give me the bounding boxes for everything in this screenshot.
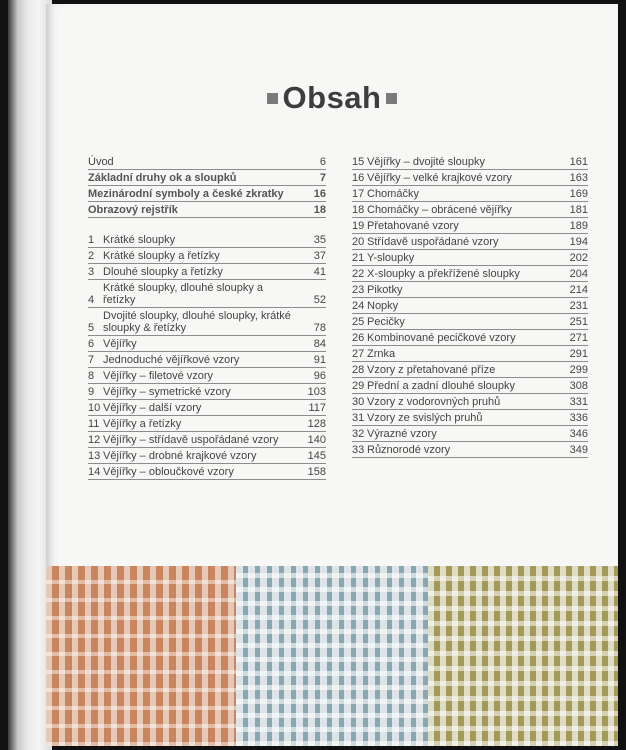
toc-chapter-number: 18 bbox=[352, 204, 365, 216]
toc-entry-title: Zrnka bbox=[367, 348, 396, 360]
toc-page-number: 18 bbox=[313, 204, 326, 216]
toc-page-number: 231 bbox=[569, 300, 588, 312]
toc-row bbox=[352, 362, 588, 378]
toc-page-number: 202 bbox=[569, 252, 588, 264]
toc-entry-title: Střídavě uspořádané vzory bbox=[367, 236, 499, 248]
toc-row bbox=[88, 352, 326, 368]
toc-row bbox=[352, 250, 588, 266]
toc-row bbox=[352, 202, 588, 218]
toc-page-number: 204 bbox=[569, 268, 588, 280]
toc-page-number: 37 bbox=[313, 250, 326, 262]
toc-entry-title: Vzory z přetahované příze bbox=[367, 364, 496, 376]
toc-chapter-number: 11 bbox=[88, 418, 100, 430]
crochet-swatch-blue bbox=[236, 566, 428, 746]
toc-entry-title: Kombinované pecičkové vzory bbox=[367, 332, 516, 344]
toc-left-column bbox=[88, 154, 326, 480]
toc-entry-title: Dvojité sloupky, dlouhé sloupky, krátké sloupky & řetízky bbox=[103, 310, 291, 334]
toc-page-number: 41 bbox=[313, 266, 326, 278]
toc-entry-title: Chomáčky – obrácené vějířky bbox=[367, 204, 512, 216]
toc-row bbox=[88, 232, 326, 248]
toc-page-number: 78 bbox=[313, 322, 326, 334]
toc-entry-title: Vějířky bbox=[103, 338, 137, 350]
crochet-photo-strip bbox=[46, 566, 618, 746]
toc-entry-title: Výrazné vzory bbox=[367, 428, 437, 440]
toc-chapter-number: 21 bbox=[352, 252, 365, 264]
toc-chapter-number: 3 bbox=[88, 266, 95, 278]
toc-row bbox=[88, 336, 326, 352]
toc-page-number: 331 bbox=[569, 396, 588, 408]
toc-page-number: 35 bbox=[313, 234, 326, 246]
title-text: Obsah bbox=[282, 80, 382, 115]
toc-entry-title: Základní druhy ok a sloupků bbox=[88, 172, 237, 184]
toc-page-number: 91 bbox=[313, 354, 326, 366]
toc-row bbox=[352, 266, 588, 282]
toc-row bbox=[88, 416, 326, 432]
toc-chapter-number: 24 bbox=[352, 300, 365, 312]
toc-row bbox=[352, 346, 588, 362]
book-page bbox=[46, 4, 618, 746]
toc-row bbox=[352, 234, 588, 250]
toc-chapter-number: 33 bbox=[352, 444, 365, 456]
toc-chapter-number: 1 bbox=[88, 234, 95, 246]
toc-page-number: 308 bbox=[569, 380, 588, 392]
toc-chapter-number: 31 bbox=[352, 412, 365, 424]
toc-entry-title: Vějířky – dvojité sloupky bbox=[367, 156, 485, 168]
toc-page-number: 163 bbox=[569, 172, 588, 184]
toc-chapter-number: 16 bbox=[352, 172, 365, 184]
toc-entry-title: Jednoduché vějířkové vzory bbox=[103, 354, 240, 366]
toc-chapter-number: 22 bbox=[352, 268, 365, 280]
toc-page-number: 346 bbox=[569, 428, 588, 440]
toc-entry-title: Vějířky – velké krajkové vzory bbox=[367, 172, 512, 184]
toc-row bbox=[352, 218, 588, 234]
toc-entry-title: Vějířky – další vzory bbox=[103, 402, 202, 414]
toc-chapter-list bbox=[352, 154, 588, 458]
page-title bbox=[46, 80, 618, 116]
toc-chapter-number: 20 bbox=[352, 236, 365, 248]
toc-row bbox=[352, 442, 588, 458]
toc-page-number: 145 bbox=[307, 450, 326, 462]
toc-row bbox=[352, 314, 588, 330]
toc-row bbox=[88, 464, 326, 480]
toc-spacer bbox=[88, 218, 326, 232]
toc-row bbox=[352, 410, 588, 426]
toc-entry-title: Úvod bbox=[88, 156, 114, 168]
toc-page-number: 16 bbox=[313, 188, 326, 200]
toc-chapter-number: 25 bbox=[352, 316, 365, 328]
toc-page-number: 181 bbox=[569, 204, 588, 216]
title-square-icon bbox=[386, 93, 397, 104]
toc-entry-title: Mezinárodní symboly a české zkratky bbox=[88, 188, 284, 200]
toc-entry-title: Nopky bbox=[367, 300, 399, 312]
toc-page-number: 271 bbox=[569, 332, 588, 344]
toc-row bbox=[88, 248, 326, 264]
toc-chapter-number: 2 bbox=[88, 250, 95, 262]
toc-entry-title: Krátké sloupky, dlouhé sloupky a řetízky bbox=[103, 282, 263, 306]
toc-chapter-number: 7 bbox=[88, 354, 95, 366]
toc-chapter-number: 28 bbox=[352, 364, 365, 376]
toc-entry-title: Různorodé vzory bbox=[367, 444, 451, 456]
toc-page-number: 189 bbox=[569, 220, 588, 232]
toc-row bbox=[352, 170, 588, 186]
toc-page-number: 103 bbox=[307, 386, 326, 398]
toc-intro-list bbox=[88, 154, 326, 218]
toc-entry-title: Pecičky bbox=[367, 316, 405, 328]
toc-chapter-number: 13 bbox=[88, 450, 101, 462]
toc-row bbox=[352, 330, 588, 346]
toc-chapter-number: 17 bbox=[352, 188, 365, 200]
toc-page-number: 161 bbox=[569, 156, 588, 168]
toc-row bbox=[88, 448, 326, 464]
toc-row bbox=[88, 186, 326, 202]
toc-chapter-number: 26 bbox=[352, 332, 365, 344]
toc-entry-title: Vějířky – symetrické vzory bbox=[103, 386, 231, 398]
toc-entry-title: Krátké sloupky bbox=[103, 234, 176, 246]
toc-row bbox=[88, 308, 326, 336]
toc-entry-title: Obrazový rejstřík bbox=[88, 204, 178, 216]
toc-page-number: 349 bbox=[569, 444, 588, 456]
toc-row bbox=[352, 154, 588, 170]
toc-entry-title: Přední a zadní dlouhé sloupky bbox=[367, 380, 515, 392]
toc-page-number: 117 bbox=[308, 402, 326, 414]
title-square-icon bbox=[267, 93, 278, 104]
toc-page-number: 169 bbox=[569, 188, 588, 200]
toc-chapter-number: 30 bbox=[352, 396, 365, 408]
crochet-swatch-olive bbox=[428, 566, 618, 746]
toc-entry-title: Dlouhé sloupky a řetízky bbox=[103, 266, 223, 278]
toc-page-number: 194 bbox=[569, 236, 588, 248]
toc-chapter-number: 32 bbox=[352, 428, 365, 440]
toc-row bbox=[88, 400, 326, 416]
toc-chapter-number: 23 bbox=[352, 284, 365, 296]
toc-row bbox=[88, 154, 326, 170]
toc-chapter-list bbox=[88, 232, 326, 480]
toc-row bbox=[88, 264, 326, 280]
toc-page-number: 140 bbox=[307, 434, 326, 446]
toc-entry-title: Vzory ze svislých pruhů bbox=[367, 412, 483, 424]
toc-row bbox=[352, 282, 588, 298]
toc-entry-title: Vějířky – filetové vzory bbox=[103, 370, 214, 382]
toc-page-number: 96 bbox=[313, 370, 326, 382]
toc-row bbox=[352, 186, 588, 202]
toc-chapter-number: 14 bbox=[88, 466, 101, 478]
toc-chapter-number: 12 bbox=[88, 434, 101, 446]
toc-page-number: 291 bbox=[569, 348, 588, 360]
toc-entry-title: Přetahované vzory bbox=[367, 220, 459, 232]
toc-row bbox=[88, 170, 326, 186]
crochet-swatch-orange bbox=[46, 566, 236, 746]
toc-entry-title: Chomáčky bbox=[367, 188, 419, 200]
toc-chapter-number: 27 bbox=[352, 348, 365, 360]
toc-row bbox=[352, 378, 588, 394]
toc-chapter-number: 29 bbox=[352, 380, 365, 392]
toc-page-number: 299 bbox=[569, 364, 588, 376]
toc-entry-title: Vějířky – drobné krajkové vzory bbox=[103, 450, 257, 462]
toc-entry-title: Vějířky – střídavě uspořádané vzory bbox=[103, 434, 279, 446]
toc-row bbox=[88, 432, 326, 448]
toc-chapter-number: 9 bbox=[88, 386, 95, 398]
toc-entry-title: Y-sloupky bbox=[367, 252, 415, 264]
toc-row bbox=[352, 298, 588, 314]
toc-chapter-number: 6 bbox=[88, 338, 95, 350]
toc-entry-title: Vzory z vodorovných pruhů bbox=[367, 396, 501, 408]
toc-page-number: 128 bbox=[307, 418, 326, 430]
toc-page-number: 52 bbox=[313, 294, 326, 306]
toc-row bbox=[88, 202, 326, 218]
toc-chapter-number: 15 bbox=[352, 156, 365, 168]
toc-chapter-number: 8 bbox=[88, 370, 95, 382]
toc-entry-title: Krátké sloupky a řetízky bbox=[103, 250, 220, 262]
toc-page-number: 6 bbox=[319, 156, 326, 168]
toc-entry-title: Vějířky – obloučkové vzory bbox=[103, 466, 234, 478]
toc-row bbox=[88, 384, 326, 400]
toc-entry-title: X-sloupky a překřížené sloupky bbox=[367, 268, 520, 280]
toc-page-number: 336 bbox=[569, 412, 588, 424]
toc-page-number: 251 bbox=[569, 316, 588, 328]
toc-right-column bbox=[352, 154, 588, 458]
toc-chapter-number: 4 bbox=[88, 294, 95, 306]
toc-entry-title: Pikotky bbox=[367, 284, 403, 296]
toc-row bbox=[352, 394, 588, 410]
toc-page-number: 158 bbox=[307, 466, 326, 478]
toc-page-number: 214 bbox=[569, 284, 588, 296]
toc-page-number: 84 bbox=[313, 338, 326, 350]
toc-row bbox=[88, 368, 326, 384]
toc-chapter-number: 5 bbox=[88, 322, 95, 334]
toc-row bbox=[352, 426, 588, 442]
toc-chapter-number: 19 bbox=[352, 220, 365, 232]
toc-page-number: 7 bbox=[319, 172, 326, 184]
toc-chapter-number: 10 bbox=[88, 402, 101, 414]
toc-entry-title: Vějířky a řetízky bbox=[103, 418, 182, 430]
toc-row bbox=[88, 280, 326, 308]
